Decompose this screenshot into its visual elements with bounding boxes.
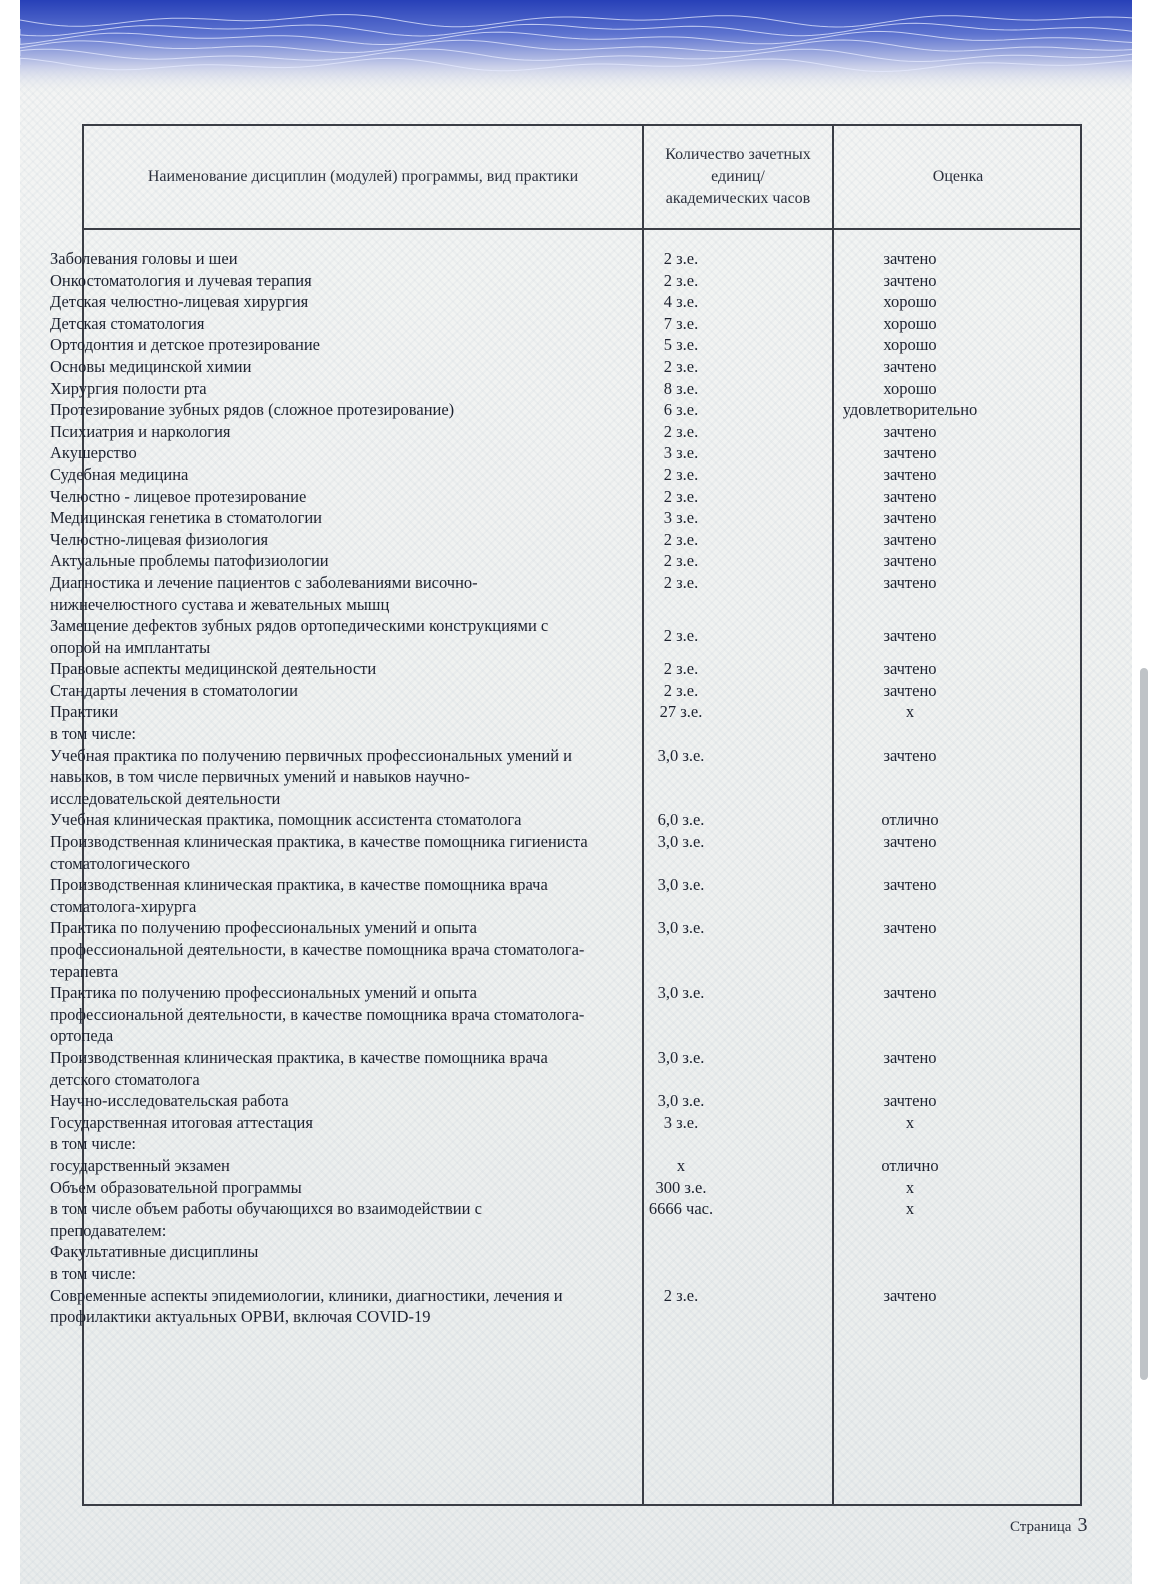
discipline-name: Челюстно - лицевое протезирование	[50, 486, 307, 506]
page-number-value: 3	[1077, 1514, 1088, 1536]
table-row	[50, 982, 970, 1047]
header-grade: Оценка	[932, 168, 984, 185]
page-label: Страница	[1010, 1519, 1072, 1535]
discipline-name: Детская челюстно-лицевая хирургия	[50, 292, 309, 312]
discipline-name: в том числе объем работы обучающихся во взаимодействии с преподавателем:	[50, 1199, 482, 1240]
table-row	[50, 701, 970, 723]
grade: хорошо	[883, 335, 937, 355]
table-body	[50, 248, 978, 1328]
grade: зачтено	[883, 421, 937, 441]
grade: удовлетворительно	[842, 400, 978, 420]
credit-units: 7 з.е.	[663, 313, 699, 333]
discipline-name: Объем образовательной программы	[50, 1177, 302, 1197]
credit-units: 2 з.е.	[663, 249, 699, 268]
credit-units: 3,0 з.е.	[657, 875, 705, 895]
grade: зачтено	[883, 832, 937, 852]
grade: отлично	[881, 810, 939, 830]
discipline-name: Ортодонтия и детское протезирование	[50, 335, 321, 355]
credit-units: 6,0 з.е.	[657, 810, 705, 830]
discipline-name: Онкостоматология и лучевая терапия	[50, 270, 312, 290]
grade: зачтено	[883, 249, 937, 268]
credit-units: 2 з.е.	[663, 464, 699, 484]
discipline-name: Психиатрия и наркология	[50, 421, 231, 441]
grade: зачтено	[883, 680, 937, 700]
table-row	[50, 572, 970, 615]
table-row	[50, 334, 970, 356]
credit-units: 3 з.е.	[663, 1112, 699, 1132]
discipline-name: Производственная клиническая практика, в качестве помощника врача стоматолога-хирурга	[50, 875, 548, 916]
credit-units: 2 з.е.	[663, 572, 699, 592]
discipline-name: Практика по получению профессиональных умений и опыта профессиональной деятельности, в качестве помощника врача стоматолога-терапевта	[50, 918, 585, 981]
discipline-name: Научно-исследовательская работа	[50, 1091, 289, 1111]
grade: зачтено	[883, 572, 937, 592]
grade: зачтено	[883, 745, 937, 765]
discipline-name: Протезирование зубных рядов (сложное протезирование)	[50, 400, 455, 420]
credit-units: 2 з.е.	[663, 626, 699, 646]
credit-units: 2 з.е.	[663, 659, 699, 679]
discipline-name: Учебная клиническая практика, помощник ассистента стоматолога	[50, 810, 522, 830]
table-row	[50, 507, 970, 529]
table-row	[50, 1090, 970, 1112]
table-row	[50, 248, 970, 270]
table-row	[50, 270, 970, 292]
table-row	[50, 1198, 970, 1241]
discipline-name: в том числе:	[50, 1134, 137, 1154]
credit-units: 2 з.е.	[663, 421, 699, 441]
table-row	[50, 464, 970, 486]
table-row	[50, 723, 970, 745]
grade: зачтено	[883, 464, 937, 484]
table-row	[50, 1177, 970, 1199]
discipline-name: Челюстно-лицевая физиология	[50, 529, 269, 549]
credit-units: 3,0 з.е.	[657, 1047, 705, 1067]
document-page	[20, 0, 1132, 1584]
table-row	[50, 399, 978, 421]
grade: зачтено	[883, 270, 937, 290]
table-row	[50, 291, 970, 313]
table-row	[50, 550, 970, 572]
discipline-name: Замещение дефектов зубных рядов ортопедическими конструкциями с опорой на имплантаты	[50, 616, 549, 657]
grade: зачтено	[883, 983, 937, 1003]
grade: х	[905, 1177, 915, 1197]
grade: зачтено	[883, 1047, 937, 1067]
discipline-name: Производственная клиническая практика, в качестве помощника врача детского стоматолога	[50, 1047, 548, 1089]
credit-units: х	[676, 1155, 686, 1175]
discipline-name: Детская стоматология	[50, 313, 205, 333]
table-row	[50, 378, 970, 400]
discipline-name: Современные аспекты эпидемиологии, клиники, диагностики, лечения и профилактики актуальных ОРВИ, включая COVID-19	[50, 1285, 563, 1327]
credit-units: 6 з.е.	[663, 400, 699, 420]
grade: зачтено	[883, 356, 937, 376]
table-row	[50, 680, 970, 702]
credit-units: 3 з.е.	[663, 508, 699, 528]
credit-units: 2 з.е.	[663, 680, 699, 700]
credit-units: 2 з.е.	[663, 270, 699, 290]
discipline-name: Медицинская генетика в стоматологии	[50, 508, 323, 528]
credit-units: 3,0 з.е.	[657, 832, 705, 852]
guilloche-border	[20, 0, 1132, 95]
discipline-name: Хирургия полости рта	[50, 378, 207, 398]
table-row	[50, 1263, 970, 1285]
discipline-name: государственный экзамен	[50, 1155, 230, 1175]
discipline-name: Диагностика и лечение пациентов с заболеваниями височно-нижнечелюстного сустава и жевательных мышц	[50, 572, 478, 614]
grade: зачтено	[883, 659, 937, 679]
table-row	[50, 486, 970, 508]
header-credit-units: Количество зачетных единиц/ академических часов	[665, 146, 811, 207]
discipline-name: Акушерство	[50, 443, 137, 463]
scrollbar[interactable]	[1140, 668, 1148, 1380]
credit-units: 4 з.е.	[663, 292, 699, 312]
credit-units: 6666 час.	[648, 1199, 714, 1219]
credit-units: 3,0 з.е.	[657, 983, 705, 1003]
credit-units: 2 з.е.	[663, 486, 699, 506]
credit-units: 2 з.е.	[663, 551, 699, 571]
grade: зачтено	[883, 551, 937, 571]
credit-units: 27 з.е.	[659, 702, 703, 722]
header-divider	[84, 228, 1080, 230]
discipline-name: Правовые аспекты медицинской деятельности	[50, 659, 377, 679]
table-row	[50, 809, 970, 831]
grade: х	[905, 702, 915, 722]
discipline-name: Практика по получению профессиональных умений и опыта профессиональной деятельности, в качестве помощника врача стоматолога-ортопеда	[50, 983, 585, 1046]
grade: зачтено	[883, 443, 937, 463]
grade: х	[905, 1112, 915, 1132]
credit-units: 3,0 з.е.	[657, 1091, 705, 1111]
table-row	[50, 421, 970, 443]
credit-units: 300 з.е.	[655, 1177, 707, 1197]
grade: хорошо	[883, 378, 937, 398]
grade: хорошо	[883, 313, 937, 333]
table-row	[50, 745, 970, 810]
credit-units: 3,0 з.е.	[657, 918, 705, 938]
table-row	[50, 1133, 970, 1155]
grade: зачтено	[883, 1091, 937, 1111]
table-row	[50, 615, 970, 658]
credit-units: 3,0 з.е.	[657, 745, 705, 765]
page-number	[1010, 1514, 1087, 1537]
discipline-name: Стандарты лечения в стоматологии	[50, 680, 298, 700]
discipline-name: Государственная итоговая аттестация	[50, 1112, 313, 1132]
discipline-name: Заболевания головы и шеи	[50, 249, 238, 268]
discipline-name: Основы медицинской химии	[50, 356, 252, 376]
table-row	[50, 442, 970, 464]
discipline-name: в том числе:	[50, 1263, 137, 1283]
table-row	[50, 1155, 970, 1177]
discipline-name: в том числе:	[50, 724, 137, 744]
discipline-name: Судебная медицина	[50, 464, 189, 484]
header-discipline: Наименование дисциплин (модулей) программы, вид практики	[147, 168, 579, 185]
grade: зачтено	[883, 486, 937, 506]
table-row	[50, 874, 970, 917]
table-row	[50, 658, 970, 680]
discipline-name: Факультативные дисциплины	[50, 1242, 259, 1262]
credit-units: 2 з.е.	[663, 1285, 699, 1305]
credit-units: 2 з.е.	[663, 529, 699, 549]
credit-units: 2 з.е.	[663, 356, 699, 376]
table-row	[50, 1047, 970, 1090]
credit-units: 3 з.е.	[663, 443, 699, 463]
table-row	[50, 313, 970, 335]
grade: зачтено	[883, 529, 937, 549]
grade: отлично	[881, 1155, 939, 1175]
table-row	[50, 1285, 970, 1328]
table-row	[50, 356, 970, 378]
grade: зачтено	[883, 508, 937, 528]
grade: зачтено	[883, 626, 937, 646]
table-row	[50, 831, 970, 874]
discipline-name: Актуальные проблемы патофизиологии	[50, 551, 329, 571]
table-row	[50, 529, 970, 551]
table-row	[50, 917, 970, 982]
grade: зачтено	[883, 1285, 937, 1305]
grade: хорошо	[883, 292, 937, 312]
grade: х	[905, 1199, 915, 1219]
credit-units: 8 з.е.	[663, 378, 699, 398]
grade: зачтено	[883, 918, 937, 938]
table-row	[50, 1241, 970, 1263]
discipline-name: Производственная клиническая практика, в качестве помощника гигиениста стоматологического	[50, 832, 588, 873]
credit-units: 5 з.е.	[663, 335, 699, 355]
grade: зачтено	[883, 875, 937, 895]
discipline-name: Учебная практика по получению первичных профессиональных умений и навыков, в том числе первичных умений и навыков научно-исследовательской деятельности	[50, 745, 572, 808]
table-row	[50, 1112, 970, 1134]
discipline-name: Практики	[50, 702, 119, 722]
